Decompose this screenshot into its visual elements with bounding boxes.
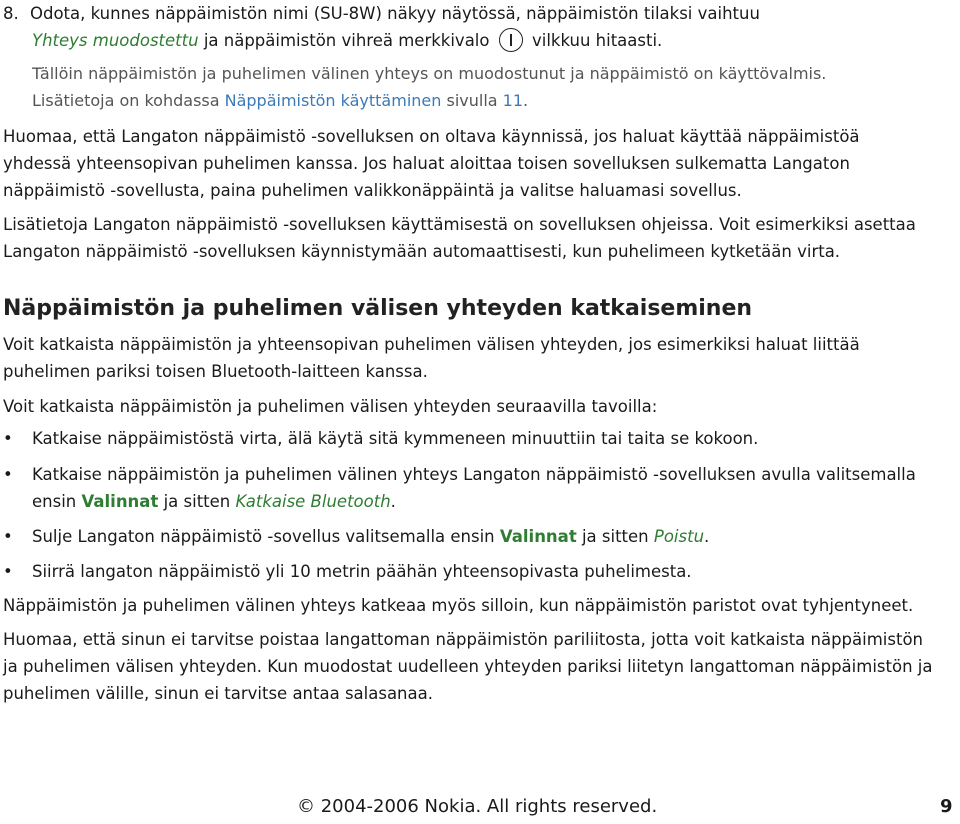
paragraph-3-line-2: puhelimen pariksi toisen Bluetooth-laitteen kanssa.	[3, 362, 428, 381]
menu-option-valinnat: Valinnat	[499, 527, 577, 546]
paragraph-1-line-3: näppäimistö -sovellusta, paina puhelimen valikkonäppäintä ja valitse haluamasi sovellus.	[3, 181, 742, 200]
copyright-footer: © 2004-2006 Nokia. All rights reserved.	[297, 796, 658, 817]
step-8-line-1	[3, 2, 760, 26]
page-link[interactable]: 11	[502, 91, 524, 110]
bullet-marker: •	[3, 429, 13, 448]
step-text-mid: ja näppäimistön vihreä merkkivalo	[198, 31, 495, 50]
bullet-item-3	[32, 525, 709, 549]
step-text-end: vilkkuu hitaasti.	[526, 31, 663, 50]
bullet-2-mid: ja sitten	[158, 492, 236, 511]
paragraph-1-line-1: Huomaa, että Langaton näppäimistö -sovelluksen on oltava käynnissä, jos haluat käyttää näppäimistöä	[3, 127, 860, 146]
bullet-3-end: .	[704, 527, 710, 546]
step-8-line-2	[32, 28, 662, 53]
step-text: Odota, kunnes näppäimistön nimi (SU-8W) näkyy näytössä, näppäimistön tilaksi vaihtuu	[30, 4, 760, 23]
paragraph-2-line-1: Lisätietoja Langaton näppäimistö -sovelluksen käyttämisestä on sovelluksen ohjeissa. Voit esimerkiksi asettaa	[3, 215, 916, 234]
bullet-item-4: Siirrä langaton näppäimistö yli 10 metrin päähän yhteensopivasta puhelimesta.	[32, 562, 692, 581]
step-number: 8.	[3, 4, 19, 23]
section-link[interactable]: Näppäimistön käyttäminen	[224, 91, 442, 110]
paragraph-2-line-2: Langaton näppäimistö -sovelluksen käynnistymään automaattisesti, kun puhelimeen kytketään virta.	[3, 242, 841, 261]
page-number: 9	[940, 796, 953, 817]
step-note-mid: sivulla	[441, 91, 503, 110]
paragraph-3-line-1: Voit katkaista näppäimistön ja yhteensopivan puhelimen välisen yhteyden, jos esimerkiksi haluat liittää	[3, 335, 860, 354]
menu-option-katkaise-bluetooth: Katkaise Bluetooth	[235, 492, 391, 511]
bullet-item-1: Katkaise näppäimistöstä virta, älä käytä sitä kymmeneen minuuttiin tai taita se kokoon.	[32, 429, 759, 448]
paragraph-4: Voit katkaista näppäimistön ja puhelimen välisen yhteyden seuraavilla tavoilla:	[3, 397, 658, 416]
step-note: Tällöin näppäimistön ja puhelimen välinen yhteys on muodostunut ja näppäimistö on käyttövalmis.	[32, 64, 827, 83]
paragraph-6-line-2: ja puhelimen välisen yhteyden. Kun muodostat uudelleen yhteyden pariksi liitetyn langattoman näppäimistön ja	[3, 657, 933, 676]
menu-option-valinnat: Valinnat	[81, 492, 159, 511]
paragraph-5: Näppäimistön ja puhelimen välinen yhteys katkeaa myös silloin, kun näppäimistön paristot ovat tyhjentyneet.	[3, 596, 914, 615]
bullet-item-2-line-2	[32, 490, 396, 514]
step-note-end: .	[523, 91, 529, 110]
bullet-2-end: .	[390, 492, 396, 511]
section-heading: Näppäimistön ja puhelimen välisen yhteyden katkaiseminen	[3, 296, 753, 321]
power-indicator-icon	[499, 28, 523, 52]
bullet-3-pre: Sulje Langaton näppäimistö -sovellus valitsemalla ensin	[32, 527, 500, 546]
status-text: Yhteys muodostettu	[32, 31, 199, 50]
step-8-line-4	[32, 89, 528, 113]
bullet-marker: •	[3, 527, 13, 546]
paragraph-6-line-3: puhelimen välille, sinun ei tarvitse antaa salasanaa.	[3, 684, 433, 703]
menu-option-poistu: Poistu	[653, 527, 705, 546]
paragraph-6-line-1: Huomaa, että sinun ei tarvitse poistaa langattoman näppäimistön pariliitosta, jotta voit katkaista näppäimistön	[3, 630, 924, 649]
bullet-2-pre: ensin	[32, 492, 82, 511]
step-8-line-3	[32, 62, 826, 86]
bullet-marker: •	[3, 465, 13, 484]
bullet-3-mid: ja sitten	[576, 527, 654, 546]
paragraph-1-line-2: yhdessä yhteensopivan puhelimen kanssa. Jos haluat aloittaa toisen sovelluksen sulkematta Langaton	[3, 154, 850, 173]
step-note-pre: Lisätietoja on kohdassa	[32, 91, 225, 110]
bullet-marker: •	[3, 562, 13, 581]
bullet-item-2-line-1: Katkaise näppäimistön ja puhelimen välinen yhteys Langaton näppäimistö -sovelluksen avulla valitsemalla	[32, 465, 916, 484]
